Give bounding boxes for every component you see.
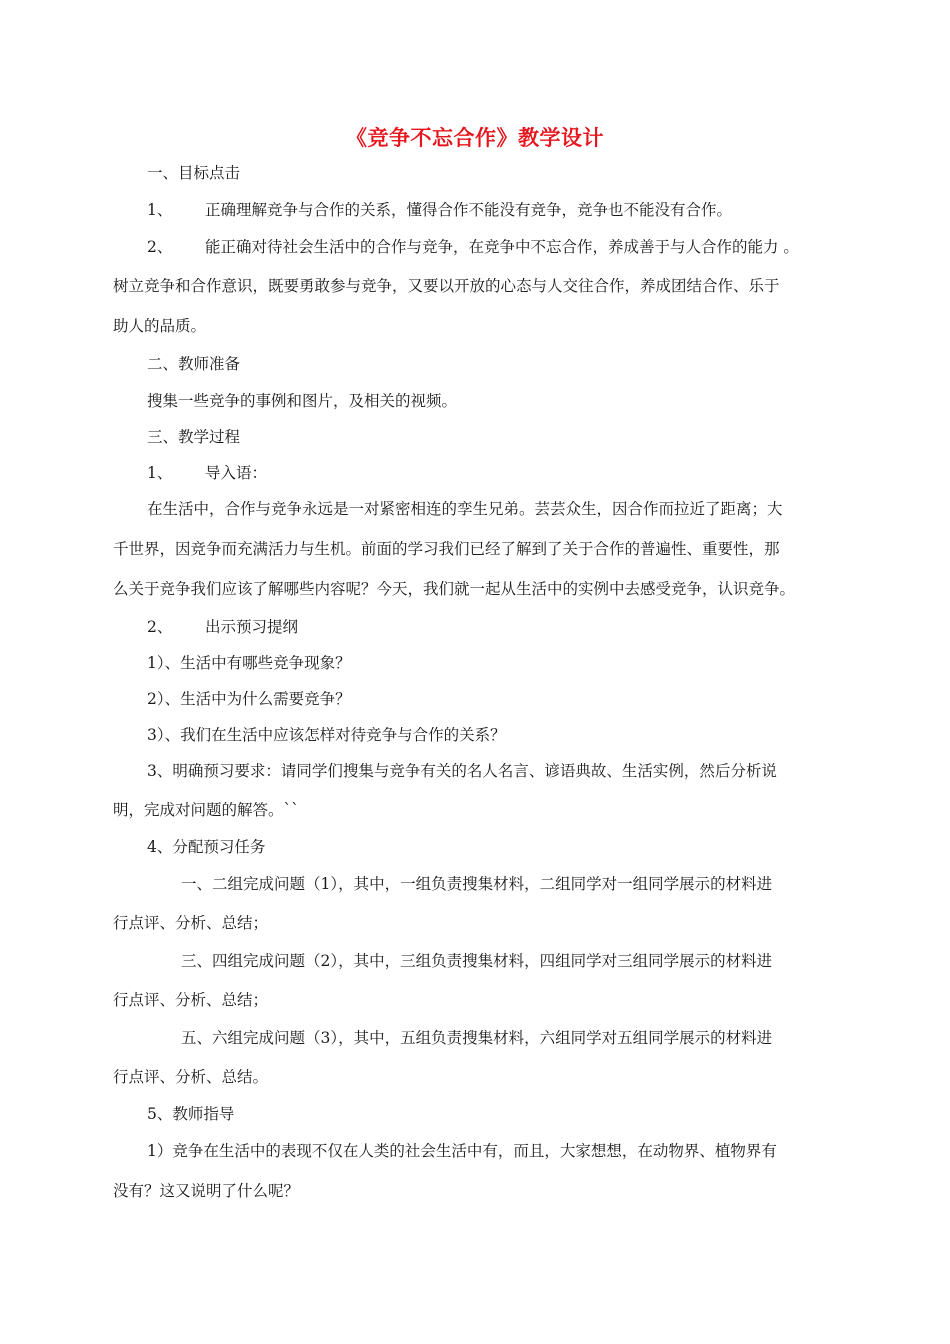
task-item: 五、六组完成问题（3），其中，五组负责搜集材料，六组同学对五组同学展示的材料进: [181, 1029, 773, 1047]
section-heading-preparation: 二、教师准备: [147, 355, 241, 373]
paragraph-line: 千世界，因竞争而充满活力与生机。前面的学习我们已经了解到了关于合作的普遍性、重要性，那: [113, 540, 780, 558]
step-item-1: [147, 463, 871, 483]
paragraph-line: 搜集一些竞争的事例和图片，及相关的视频。: [147, 392, 458, 410]
paragraph-line: 么关于竞争我们应该了解哪些内容呢？今天，我们就一起从生活中的实例中去感受竞争，认识竞争。: [113, 580, 796, 598]
step-heading: 4、分配预习任务: [147, 838, 266, 856]
list-number: 2、: [147, 618, 173, 636]
paragraph-line: 树立竞争和合作意识，既要勇敢参与竞争，又要以开放的心态与人交往合作，养成团结合作、乐于: [113, 277, 780, 295]
question-item: 3）、我们在生活中应该怎样对待竞争与合作的关系？: [147, 726, 506, 744]
paragraph-line: 明，完成对问题的解答。``: [113, 801, 300, 819]
goal-item-1-text: 正确理解竞争与合作的关系，懂得合作不能没有竞争，竞争也不能没有合作。: [205, 201, 733, 219]
list-number: 1、: [147, 464, 173, 482]
task-item: 三、四组完成问题（2），其中，三组负责搜集材料，四组同学对三组同学展示的材料进: [181, 952, 773, 970]
paragraph-line: 行点评、分析、总结；: [113, 914, 269, 932]
step-item-2-text: 出示预习提纲: [205, 618, 299, 636]
question-item: 1）、生活中有哪些竞争现象？: [147, 654, 351, 672]
step-item-1-text: 导入语：: [205, 464, 268, 482]
document-title: 《竞争不忘合作》教学设计: [346, 125, 604, 150]
paragraph-line: 助人的品质。: [113, 317, 207, 335]
step-item-2: [147, 617, 871, 637]
paragraph-line: 在生活中，合作与竞争永远是一对紧密相连的孪生兄弟。芸芸众生，因合作而拉近了距离；大: [147, 500, 783, 518]
list-number: 2、: [147, 238, 173, 256]
section-heading-goals: 一、目标点击: [147, 164, 241, 182]
paragraph-line: 没有？这又说明了什么呢？: [113, 1182, 300, 1200]
goal-item-2: [147, 237, 871, 257]
question-item: 2）、生活中为什么需要竞争？: [147, 690, 351, 708]
paragraph-line: 3、明确预习要求：请同学们搜集与竞争有关的名人名言、谚语典故、生活实例，然后分析说: [147, 762, 777, 780]
goal-item-1: [147, 200, 871, 220]
list-number: 1、: [147, 201, 173, 219]
paragraph-line: 1）竞争在生活中的表现不仅在人类的社会生活中有，而且，大家想想，在动物界、植物界有: [147, 1142, 777, 1160]
goal-item-2-text: 能正确对待社会生活中的合作与竞争，在竞争中不忘合作，养成善于与人合作的能力 。: [205, 238, 799, 256]
paragraph-line: 行点评、分析、总结。: [113, 1068, 269, 1086]
paragraph-line: 行点评、分析、总结；: [113, 991, 269, 1009]
task-item: 一、二组完成问题（1），其中，一组负责搜集材料，二组同学对一组同学展示的材料进: [181, 875, 773, 893]
step-heading: 5、教师指导: [147, 1105, 235, 1123]
section-heading-process: 三、教学过程: [147, 428, 241, 446]
